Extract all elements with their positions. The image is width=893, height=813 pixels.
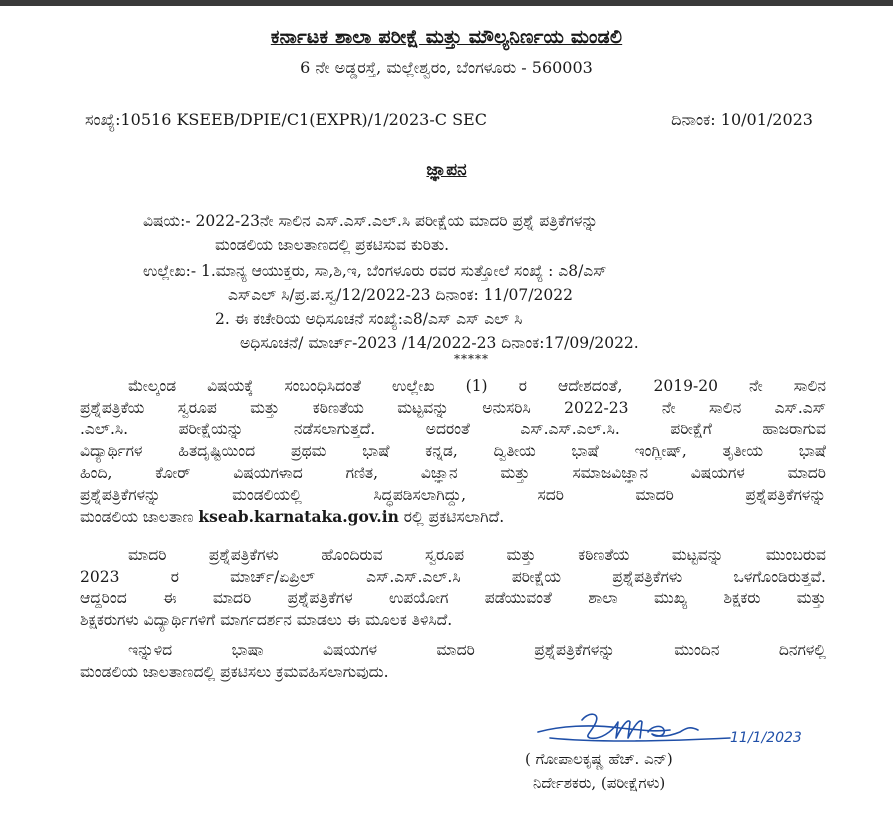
paragraph-line: ಹಿಂದಿ, ಕೋರ್ ವಿಷಯಗಳಾದ ಗಣಿತ, ವಿಜ್ಞಾನ ಮತ್ತು ಸಮಾಜವಿಜ್ಞಾನ ವಿಷಯಗಳ ಮಾದರಿ — [80, 463, 826, 482]
paragraph-3 — [80, 640, 826, 683]
board-name-heading: ಕರ್ನಾಟಕ ಶಾಲಾ ಪರೀಕ್ಷೆ ಮತ್ತು ಮೌಲ್ಯನಿರ್ಣಯ ಮಂಡಲಿ — [270, 26, 623, 48]
subject-line-1: ವಿಷಯ:- 2022-23ನೇ ಸಾಲಿನ ಎಸ್.ಎಸ್.ಎಲ್.ಸಿ ಪರೀಕ್ಷೆಯ ಮಾದರಿ ಪ್ರಶ್ನೆ ಪತ್ರಿಕೆಗಳನ್ನು — [143, 212, 599, 230]
paragraph-line: ಇನ್ನುಳಿದ ಭಾಷಾ ವಿಷಯಗಳ ಮಾದರಿ ಪ್ರಶ್ನೆಪತ್ರಿಕೆಗಳನ್ನು ಮುಂದಿನ ದಿನಗಳಲ್ಲಿ — [128, 641, 826, 659]
board-address: 6 ನೇ ಅಡ್ಡರಸ್ತೆ, ಮಲ್ಲೇಶ್ವರಂ, ಬೆಂಗಳೂರು - 560003 — [300, 58, 593, 77]
paragraph-line: ಮಂಡಲಿಯ ಜಾಲತಾಣದಲ್ಲಿ ಪ್ರಕಟಿಸಲು ಕ್ರಮವಹಿಸಲಾಗುವುದು. — [80, 662, 389, 681]
paragraph-line: ಮೇಲ್ಕಂಡ ವಿಷಯಕ್ಕೆ ಸಂಬಂಧಿಸಿದಂತೆ ಉಲ್ಲೇಖ (1) ರ ಆದೇಶದಂತೆ, 2019-20 ನೇ ಸಾಲಿನ — [128, 377, 826, 395]
reference-line-2: ಎಸ್ಎಲ್ ಸಿ/ಪ್ರ.ಪ.ಸ್ವ/12/2022-23 ದಿನಾಂಕ: 11/07/2022 — [228, 286, 573, 304]
reference-line-4: ಅಧಿಸೂಚನೆ/ ಮಾರ್ಚ್-2023 /14/2022-23 ದಿನಾಂಕ:17/09/2022. — [240, 334, 639, 352]
handwritten-signature — [530, 708, 830, 752]
signatory-title: ನಿರ್ದೇಶಕರು, (ಪರೀಕ್ಷೆಗಳು) — [533, 774, 666, 792]
top-edge-bar — [0, 0, 893, 6]
section-separator: ***** — [454, 352, 489, 366]
paragraph-line: ಪ್ರಶ್ನೆಪತ್ರಿಕೆಗಳನ್ನು ಮಂಡಲಿಯಲ್ಲಿ ಸಿದ್ಧಪಡಿಸಲಾಗಿದ್ದು, ಸದರಿ ಮಾದರಿ ಪ್ರಶ್ನೆಪತ್ರಿಕೆಗಳನ್ನು — [80, 485, 826, 504]
paragraph-text: ಮಂಡಲಿಯ ಜಾಲತಾಣ — [80, 508, 199, 527]
website-link[interactable]: kseab.karnataka.gov.in — [198, 507, 399, 527]
reference-date: ದಿನಾಂಕ: 10/01/2023 — [671, 110, 813, 129]
document-type-heading: ಜ್ಞಾಪನ — [426, 160, 467, 180]
paragraph-line: 2023 ರ ಮಾರ್ಚ್/ಏಪ್ರಿಲ್ ಎಸ್.ಎಸ್.ಎಲ್.ಸಿ ಪರೀಕ್ಷೆಯ ಪ್ರಶ್ನೆಪತ್ರಿಕೆಗಳು ಒಳಗೊಂಡಿರುತ್ತವೆ. — [80, 567, 826, 586]
paragraph-line: ಪ್ರಶ್ನೆಪತ್ರಿಕೆಯ ಸ್ವರೂಪ ಮತ್ತು ಕಠಿಣತೆಯ ಮಟ್ಟವನ್ನು ಅನುಸರಿಸಿ 2022-23 ನೇ ಸಾಲಿನ ಎಸ್.ಎಸ್ — [80, 398, 826, 417]
signature-date: 11/1/2023 — [730, 730, 802, 746]
reference-number: ಸಂಖ್ಯೆ:10516 KSEEB/DPIE/C1(EXPR)/1/2023-C SEC — [85, 110, 487, 129]
paragraph-1 — [80, 376, 826, 529]
paragraph-line: .ಎಲ್.ಸಿ. ಪರೀಕ್ಷೆಯನ್ನು ನಡೆಸಲಾಗುತ್ತದೆ. ಅದರಂತೆ ಎಸ್.ಎಸ್.ಎಲ್.ಸಿ. ಪರೀಕ್ಷೆಗೆ ಹಾಜರಾಗುವ — [80, 420, 826, 439]
subject-line-2: ಮಂಡಲಿಯ ಜಾಲತಾಣದಲ್ಲಿ ಪ್ರಕಟಿಸುವ ಕುರಿತು. — [215, 236, 450, 254]
paragraph-line: ಮಾದರಿ ಪ್ರಶ್ನೆಪತ್ರಿಕೆಗಳು ಹೊಂದಿರುವ ಸ್ವರೂಪ ಮತ್ತು ಕಠಿಣತೆಯ ಮಟ್ಟವನ್ನು ಮುಂಬರುವ — [128, 546, 826, 564]
reference-line-1: ಉಲ್ಲೇಖ:- 1.ಮಾನ್ಯ ಆಯುಕ್ತರು, ಸಾ,ಶಿ,ಇ, ಬೆಂಗಳೂರು ರವರ ಸುತ್ತೋಲೆ ಸಂಖ್ಯೆ : ಎ8/ಎಸ್ — [143, 262, 607, 280]
paragraph-text: ರಲ್ಲಿ ಪ್ರಕಟಿಸಲಾಗಿದೆ. — [398, 508, 505, 527]
reference-line-3: 2. ಈ ಕಚೇರಿಯ ಅಧಿಸೂಚನೆ ಸಂಖ್ಯೆ:ಎ8/ಎಸ್ ಎಸ್ ಎಲ್ ಸಿ — [215, 310, 523, 328]
paragraph-line: ಆದ್ದರಿಂದ ಈ ಮಾದರಿ ಪ್ರಶ್ನೆಪತ್ರಿಕೆಗಳ ಉಪಯೋಗ ಪಡೆಯುವಂತೆ ಶಾಲಾ ಮುಖ್ಯ ಶಿಕ್ಷಕರು ಮತ್ತು — [80, 589, 826, 608]
paragraph-line — [80, 506, 826, 529]
paragraph-line: ಶಿಕ್ಷಕರುಗಳು ವಿದ್ಯಾರ್ಥಿಗಳಿಗೆ ಮಾರ್ಗದರ್ಶನ ಮಾಡಲು ಈ ಮೂಲಕ ತಿಳಿಸಿದೆ. — [80, 611, 453, 630]
signatory-name: ( ಗೋಪಾಲಕೃಷ್ಣ ಹೆಚ್. ಎನ್) — [525, 750, 673, 768]
paragraph-line: ವಿದ್ಯಾರ್ಥಿಗಳ ಹಿತದೃಷ್ಟಿಯಿಂದ ಪ್ರಥಮ ಭಾಷೆ ಕನ್ನಡ, ದ್ವಿತೀಯ ಭಾಷೆ ಇಂಗ್ಲೀಷ್, ತೃತೀಯ ಭಾಷೆ — [80, 442, 826, 461]
paragraph-2 — [80, 545, 826, 632]
